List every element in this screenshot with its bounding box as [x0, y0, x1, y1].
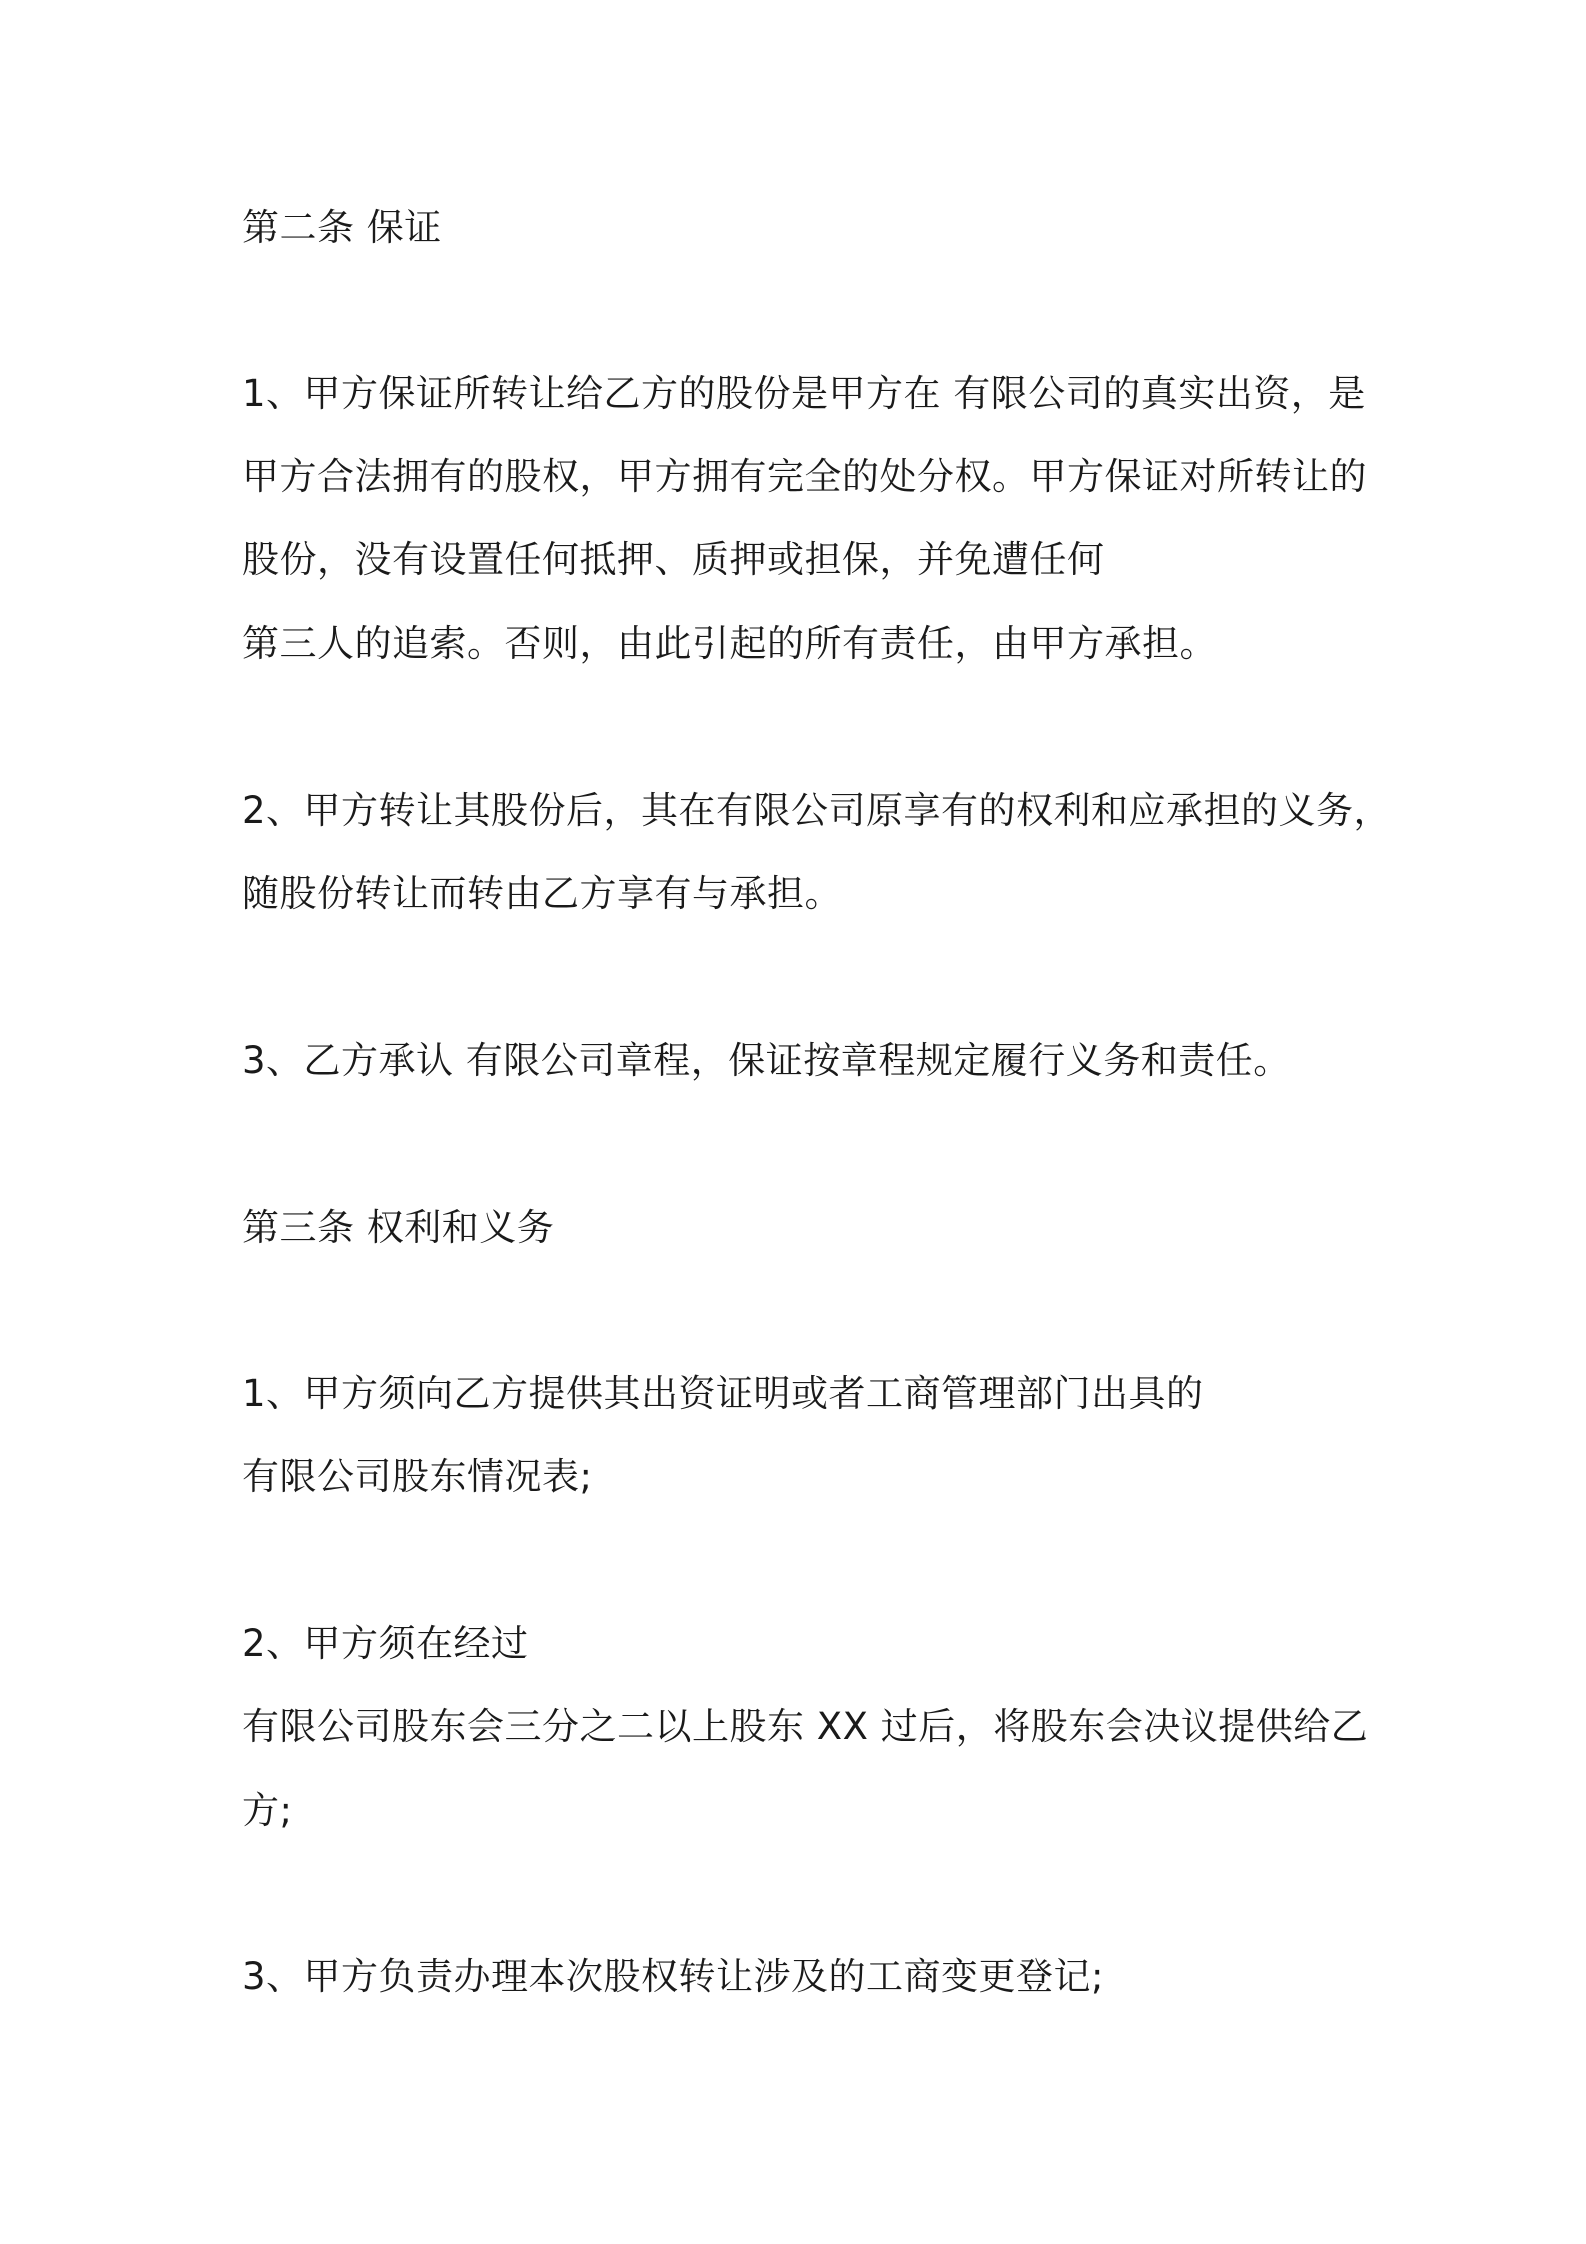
article-2-item-3-line-1: 3、乙方承认 有限公司章程，保证按章程规定履行义务和责任。	[242, 1039, 1291, 1082]
article-3-item-2-line-3: 方;	[242, 1789, 293, 1832]
article-3-item-2-line-1: 2、甲方须在经过	[242, 1622, 529, 1665]
article-2-item-1-line-1: 1、甲方保证所转让给乙方的股份是甲方在 有限公司的真实出资，是	[242, 372, 1366, 415]
article-2-item-2-line-1: 2、甲方转让其股份后，其在有限公司原享有的权利和应承担的义务，	[242, 789, 1392, 832]
article-3-item-1-line-1: 1、甲方须向乙方提供其出资证明或者工商管理部门出具的	[242, 1372, 1204, 1415]
article-2-heading: 第二条 保证	[242, 206, 442, 249]
article-2-item-1-line-4: 第三人的追索。否则，由此引起的所有责任，由甲方承担。	[242, 622, 1217, 665]
article-3-heading: 第三条 权利和义务	[242, 1206, 555, 1249]
article-2-item-1-line-3: 股份，没有设置任何抵押、质押或担保，并免遭任何	[242, 538, 1105, 581]
article-3-item-2-line-2: 有限公司股东会三分之二以上股东 XX 过后，将股东会决议提供给乙	[242, 1705, 1369, 1748]
article-3-item-3-line-1: 3、甲方负责办理本次股权转让涉及的工商变更登记;	[242, 1955, 1105, 1998]
article-2-item-1-line-2: 甲方合法拥有的股权，甲方拥有完全的处分权。甲方保证对所转让的	[242, 455, 1367, 498]
article-2-item-2-line-2: 随股份转让而转由乙方享有与承担。	[242, 872, 842, 915]
article-3-item-1-line-2: 有限公司股东情况表;	[242, 1455, 593, 1498]
